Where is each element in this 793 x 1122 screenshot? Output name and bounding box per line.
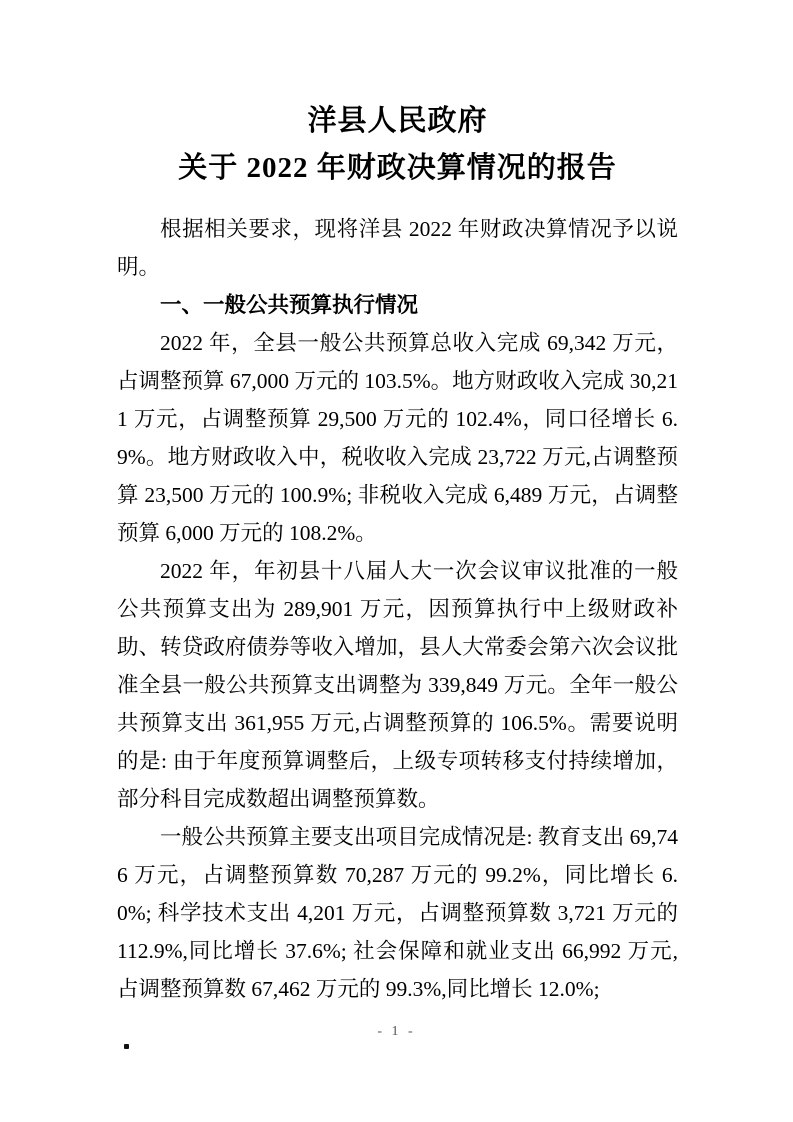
title-line-2: 关于 2022 年财政决算情况的报告	[178, 152, 617, 184]
paragraph-main-expenditure-items: 一般公共预算主要支出项目完成情况是: 教育支出 69,746 万元，占调整预算数 70,287 万元的 99.2%，同比增长 6.0%; 科学技术支出 4,201 万元，占调整预算数 3,721 万元的 112.9%,同比增长 37.6%; 社会保障和就业支出 66,992 万元,占调整预算数 67,462 万元的 99.3%,同比增长 12.0%;	[117, 825, 678, 1001]
stray-dot-mark	[124, 1044, 129, 1049]
paragraph-expenditure-adjustment: 2022 年，年初县十八届人大一次会议审议批准的一般公共预算支出为 289,901 万元，因预算执行中上级财政补助、转贷政府债券等收入增加，县人大常委会第六次会议批准全县一般公共预算支出调整为 339,849 万元。全年一般公共预算支出 361,955 万元,占调整预算的 106.5%。需要说明的是: 由于年度预算调整后，上级专项转移支付持续增加，部分科目完成数超出调整预算数。	[117, 559, 678, 811]
document-content	[117, 98, 678, 1008]
page-number: - 1 -	[377, 1024, 416, 1039]
paragraph-budget-revenue: 2022 年，全县一般公共预算总收入完成 69,342 万元，占调整预算 67,000 万元的 103.5%。地方财政收入完成 30,211 万元，占调整预算 29,500 万元的 102.4%，同口径增长 6.9%。地方财政收入中，税收收入完成 23,722 万元,占调整预算 23,500 万元的 100.9%; 非税收入完成 6,489 万元，占调整预算 6,000 万元的 108.2%。	[117, 331, 678, 545]
title-line-1: 洋县人民政府	[307, 105, 488, 137]
page-footer	[0, 1024, 793, 1040]
intro-paragraph: 根据相关要求，现将洋县 2022 年财政决算情况予以说明。	[117, 217, 678, 279]
document-body	[117, 210, 678, 1008]
section-1-heading: 一、一般公共预算执行情况	[160, 293, 419, 317]
document-title	[117, 98, 678, 192]
